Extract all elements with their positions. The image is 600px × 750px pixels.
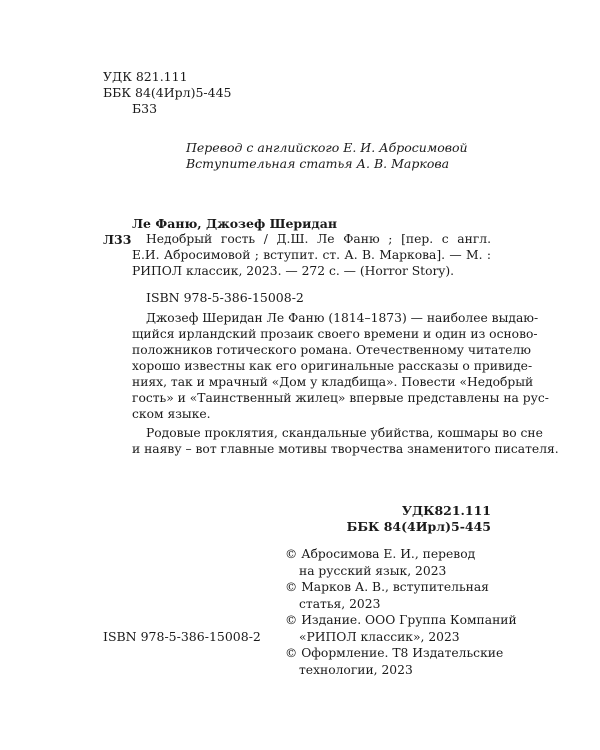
bbk-code-top: ББК 84(4Ирл)5-445 <box>103 85 232 100</box>
annotation-line: и наяву – вот главные мотивы творчества знаменитого писателя. <box>132 442 559 456</box>
udk-code-bottom: УДК821.111 <box>401 503 491 518</box>
annotation-paragraph-1 <box>132 310 549 422</box>
bibliographic-description <box>132 231 491 279</box>
copyright-block <box>285 546 517 678</box>
annotation-line: гость» и «Таинственный жилец» впервые представлены на рус- <box>132 391 549 405</box>
annotation-line: Джозеф Шеридан Ле Фаню (1814–1873) — наиболее выдаю- <box>146 311 539 325</box>
annotation-paragraph-2 <box>132 425 559 457</box>
description-line: Недобрый гость / Д.Ш. Ле Фаню ; [пер. с англ. <box>146 232 491 246</box>
annotation-line: щийся ирландский прозаик своего времени и один из осново- <box>132 327 538 341</box>
author-heading: Ле Фаню, Джозеф Шеридан <box>132 216 338 231</box>
annotation-line: хорошо известны как его оригинальные рассказы о привиде- <box>132 359 533 373</box>
description-line: Е.И. Абросимовой ; вступит. ст. А. В. Маркова]. — М. : <box>132 248 491 262</box>
copyright-line: статья, 2023 <box>299 596 381 611</box>
copyright-line: на русский язык, 2023 <box>299 563 447 578</box>
description-line: РИПОЛ классик, 2023. — 272 с. — (Horror Story). <box>132 264 455 278</box>
copyright-line: технологии, 2023 <box>299 662 413 677</box>
copyright-line: © Оформление. Т8 Издательские <box>285 646 504 660</box>
translator-credit: Перевод с английского Е. И. Абросимовой <box>186 140 468 155</box>
copyright-line: © Издание. ООО Группа Компаний <box>285 613 517 627</box>
author-sign: Б33 <box>132 101 158 116</box>
isbn-bottom: ISBN 978-5-386-15008-2 <box>103 629 261 644</box>
udk-code-top: УДК 821.111 <box>103 69 188 84</box>
annotation-line: Родовые проклятия, скандальные убийства, кошмары во сне <box>146 426 543 440</box>
bbk-code-bottom: ББК 84(4Ирл)5-445 <box>346 519 491 534</box>
copyright-line: © Абросимова Е. И., перевод <box>285 547 476 561</box>
copyright-line: «РИПОЛ классик», 2023 <box>299 629 460 644</box>
annotation-line: ниях, так и мрачный «Дом у кладбища». Повести «Недобрый <box>132 375 534 389</box>
copyright-line: © Марков А. В., вступительная <box>285 580 489 594</box>
annotation-line: положников готического романа. Отечественному читателю <box>132 343 531 357</box>
annotation-line: ском языке. <box>132 407 211 421</box>
isbn-catalog: ISBN 978-5-386-15008-2 <box>146 290 304 305</box>
intro-credit: Вступительная статья А. В. Маркова <box>186 156 450 171</box>
catalog-code: Л33 <box>103 232 132 247</box>
